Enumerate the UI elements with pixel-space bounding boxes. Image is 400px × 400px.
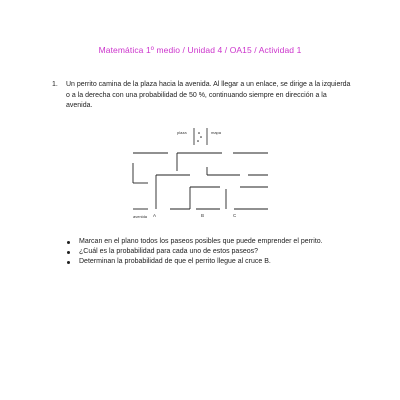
task-list [66,237,366,267]
bullet-icon [67,261,70,264]
problem-number: 1. [52,81,58,88]
problem-text: Un perrito camina de la plaza hacia la avenida. Al llegar a un enlace, se dirige a la izquierda o a la derecha con una probabilidad de 50 %, continuando siempre en dirección a la avenida. [66,81,351,109]
crossing-b-label: B [201,213,205,218]
bullet-icon [67,251,70,254]
task-item [66,257,366,267]
plaza-right-label: mapa [211,130,222,135]
task-item [66,237,366,247]
task-text: Marcan en el plano todos los paseos posibles que puede emprender el perrito. [79,238,323,245]
bullet-icon [67,241,70,244]
problem-statement [52,80,352,112]
avenida-label: avenida [133,214,148,219]
crossing-c-label: C [233,213,237,218]
plaza-icon [194,128,207,145]
page-title: Matemática 1º medio / Unidad 4 / OA15 / Actividad 1 [98,45,302,55]
task-item [66,247,366,257]
task-text: Determinan la probabilidad de que el perrito llegue al cruce B. [79,258,271,265]
street-lines [133,153,268,209]
plaza-label: plaza [177,130,187,135]
street-map-diagram [130,125,275,225]
crossing-a-label: A [153,213,157,218]
task-text: ¿Cuál es la probabilidad para cada uno de estos paseos? [79,248,259,255]
